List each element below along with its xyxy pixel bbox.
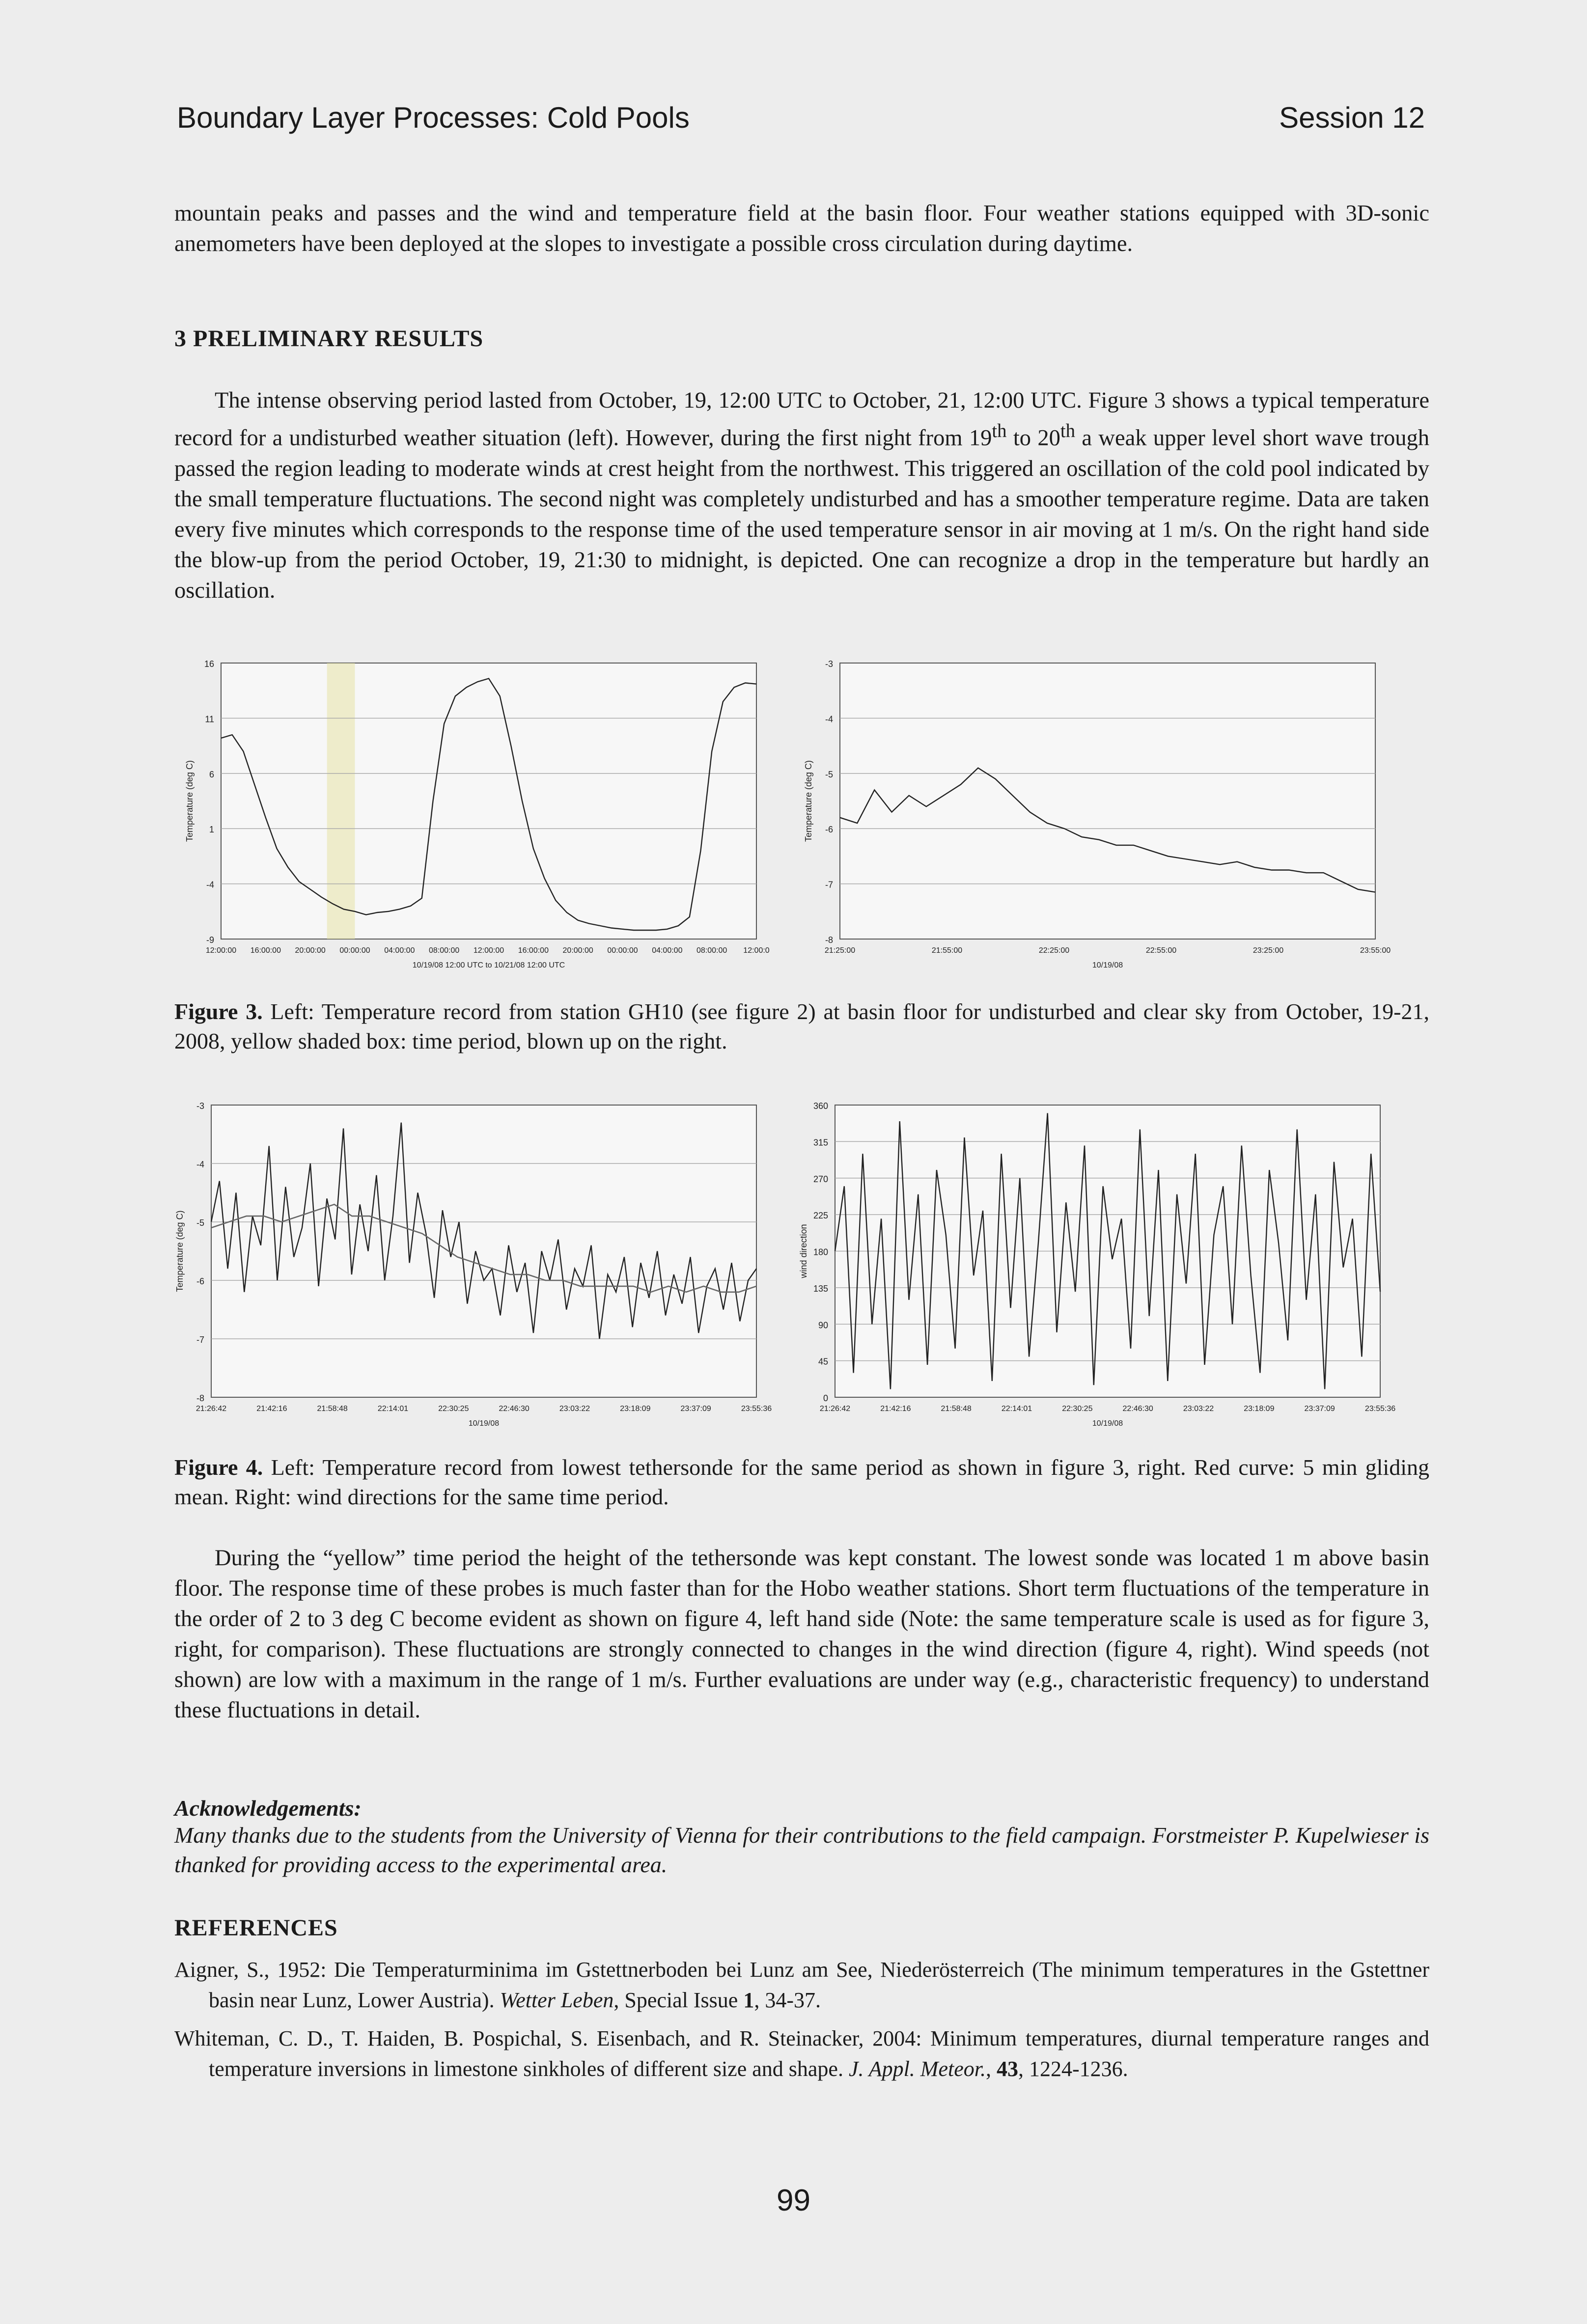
x-tick-label: 21:25:00 (824, 946, 856, 955)
ref2-volume: 43 (996, 2057, 1018, 2081)
x-tick-label: 21:42:16 (880, 1405, 911, 1413)
x-tick-label: 22:14:01 (1001, 1405, 1032, 1413)
x-tick-label: 23:03:22 (559, 1405, 590, 1413)
y-tick-label: -6 (825, 825, 833, 835)
reference-whiteman (174, 2023, 1429, 2084)
ref1-volume: 1 (743, 1988, 754, 2012)
y-tick-label: -5 (825, 769, 833, 779)
y-tick-label: -4 (206, 880, 214, 890)
x-tick-label: 23:03:22 (1183, 1405, 1214, 1413)
x-tick-label: 21:26:42 (819, 1405, 851, 1413)
acknowledgements-title: Acknowledgements: (174, 1796, 362, 1821)
x-tick-label: 23:55:36 (741, 1405, 772, 1413)
fig4-left-svg (162, 1095, 772, 1444)
x-tick-label: 22:46:30 (499, 1405, 529, 1413)
y-tick-label: -3 (825, 659, 833, 669)
para1-part-b: to 20 (1006, 425, 1060, 451)
x-tick-label: 21:58:48 (941, 1405, 972, 1413)
ref1-text-a: Aigner, S., 1952: Die Temperaturminima im Gstettnerboden bei Lunz am See, Niederösterreich (The minimum temperatures in the Gstettner basin near Lunz, Lower Austria). (174, 1958, 1429, 2012)
ref1-journal: Wetter Leben (500, 1988, 614, 2012)
figure-4-caption (174, 1453, 1429, 1512)
x-tick-label: 20:00:00 (562, 946, 593, 955)
ref2-text-c: , 1224-1236. (1018, 2057, 1128, 2081)
y-tick-label: 225 (813, 1211, 828, 1221)
para1-part-a: The intense observing period lasted from October, 19, 12:00 UTC to October, 21, 12:00 UTC. Figure 3 shows a typical temperature record for a undisturbed weather situation (left). However, during the first night from 19 (174, 388, 1429, 451)
y-tick-label: 360 (813, 1101, 828, 1111)
fig4-caption-label: Figure 4. (174, 1455, 263, 1480)
x-tick-label: 23:18:09 (620, 1405, 651, 1413)
y-tick-label: 135 (813, 1283, 828, 1294)
fig4-right-svg (786, 1095, 1396, 1444)
x-tick-label: 23:25:00 (1253, 946, 1284, 955)
para1-sup-2: th (1060, 420, 1076, 442)
ref2-journal: J. Appl. Meteor. (848, 2057, 986, 2081)
x-axis-label: 10/19/08 (1092, 961, 1123, 969)
x-tick-label: 12:00:00 (205, 946, 237, 955)
y-tick-label: -8 (196, 1393, 204, 1403)
x-tick-label: 08:00:00 (696, 946, 727, 955)
running-header (177, 101, 1425, 140)
header-session-title: Boundary Layer Processes: Cold Pools (177, 101, 690, 134)
y-tick-label: 1 (209, 825, 214, 835)
y-tick-label: -3 (196, 1101, 204, 1111)
x-tick-label: 16:00:00 (250, 946, 281, 955)
y-axis-label: wind direction (799, 1224, 808, 1278)
ref2-text-a: Whiteman, C. D., T. Haiden, B. Pospichal, S. Eisenbach, and R. Steinacker, 2004: Minimum temperatures, diurnal temperature ranges and temperature inversions in limestone sinkholes of different size and shape. (174, 2026, 1429, 2081)
results-paragraph-2 (174, 1543, 1429, 1726)
x-axis-label: 10/19/08 (468, 1419, 500, 1428)
x-tick-label: 22:55:00 (1145, 946, 1177, 955)
figure-3-caption (174, 997, 1429, 1056)
y-tick-label: -4 (825, 714, 833, 724)
x-tick-label: 22:14:01 (377, 1405, 409, 1413)
reference-aigner (174, 1955, 1429, 2016)
x-axis-label: 10/19/08 (1092, 1419, 1123, 1428)
y-axis-label: Temperature (deg C) (804, 760, 813, 842)
x-tick-label: 04:00:00 (384, 946, 415, 955)
figure-4-left-chart (162, 1095, 772, 1444)
results-paragraph-1 (174, 386, 1429, 606)
x-tick-label: 22:30:25 (438, 1405, 469, 1413)
fig3-left-svg (177, 649, 770, 993)
ref1-text-b: , Special Issue (613, 1988, 744, 2012)
para1-part-c: a weak upper level short wave trough passed the region leading to moderate winds at crest height from the northwest. This triggered an oscillation of the cold pool indicated by the small temperature fluctuations. The second night was completely undisturbed and has a smoother temperature regime. Data are taken every five minutes which corresponds to the response time of the used temperature sensor in air moving at 1 m/s. On the right hand side the blow-up from the period October, 19, 21:30 to midnight, is depicted. One can recognize a drop in the temperature but hardly an oscillation. (174, 425, 1429, 603)
fig3-right-svg (796, 649, 1391, 993)
ref2-text-b: , (985, 2057, 997, 2081)
figure-4-right-chart (786, 1095, 1396, 1444)
highlight-box (327, 663, 355, 939)
y-tick-label: 180 (813, 1247, 828, 1257)
plot-area (840, 663, 1375, 939)
fig3-caption-text: Left: Temperature record from station GH10 (see figure 2) at basin floor for undisturbed and clear sky from October, 19-21, 2008, yellow shaded box: time period, blown up on the right. (174, 999, 1429, 1053)
y-tick-label: 0 (823, 1393, 828, 1403)
x-tick-label: 22:46:30 (1122, 1405, 1153, 1413)
x-tick-label: 21:55:00 (931, 946, 963, 955)
x-tick-label: 23:37:09 (680, 1405, 711, 1413)
intro-text: mountain peaks and passes and the wind and temperature field at the basin floor. Four weather stations equipped with 3D-sonic anemometers have been deployed at the slopes to investigate a possible cross circulation during daytime. (174, 201, 1429, 256)
acknowledgements-text: Many thanks due to the students from the University of Vienna for their contributions to the field campaign. Forstmeister P. Kupelwieser is thanked for providing access to the experimental area. (174, 1823, 1429, 1877)
para2-text: During the “yellow” time period the height of the tethersonde was kept constant. The lowest sonde was located 1 m above basin floor. The response time of these probes is much faster than for the Hobo weather stations. Short term fluctuations of the temperature in the order of 2 to 3 deg C become evident as shown on figure 4, left hand side (Note: the same temperature scale is used as for figure 3, right, for comparison). These fluctuations are strongly connected to changes in the wind direction (figure 4, right). Wind speeds (not shown) are low with a maximum in the range of 1 m/s. Further evaluations are under way (e.g., characteristic frequency) to understand these fluctuations in detail. (174, 1546, 1429, 1723)
plot-area (221, 663, 756, 939)
x-tick-label: 22:30:25 (1062, 1405, 1093, 1413)
x-tick-label: 08:00:00 (429, 946, 460, 955)
y-tick-label: 90 (818, 1320, 828, 1330)
x-tick-label: 23:55:36 (1364, 1405, 1396, 1413)
y-tick-label: -7 (196, 1335, 204, 1345)
x-tick-label: 12:00:0 (743, 946, 770, 955)
x-tick-label: 23:37:09 (1304, 1405, 1335, 1413)
y-tick-label: 45 (818, 1356, 828, 1367)
x-tick-label: 20:00:00 (295, 946, 326, 955)
references-heading: REFERENCES (174, 1915, 338, 1941)
y-tick-label: 11 (205, 714, 214, 724)
x-tick-label: 00:00:00 (607, 946, 638, 955)
intro-paragraph (174, 198, 1429, 259)
y-tick-label: -7 (825, 880, 833, 890)
x-tick-label: 04:00:00 (652, 946, 683, 955)
x-tick-label: 00:00:00 (339, 946, 370, 955)
x-axis-label: 10/19/08 12:00 UTC to 10/21/08 12:00 UTC (412, 961, 565, 969)
fig4-caption-text: Left: Temperature record from lowest tethersonde for the same period as shown in figure 3, right. Red curve: 5 min gliding mean. Right: wind directions for the same time period. (174, 1455, 1429, 1509)
para1-sup-1: th (992, 420, 1007, 442)
y-tick-label: -6 (196, 1276, 204, 1286)
y-axis-label: Temperature (deg C) (175, 1210, 185, 1292)
x-tick-label: 22:25:00 (1038, 946, 1070, 955)
fig3-caption-label: Figure 3. (174, 999, 263, 1024)
y-tick-label: -8 (825, 935, 833, 945)
x-tick-label: 23:18:09 (1244, 1405, 1275, 1413)
section-heading: 3 PRELIMINARY RESULTS (174, 326, 484, 352)
figure-3-left-chart (177, 649, 770, 993)
ref1-text-c: , 34-37. (754, 1988, 821, 2012)
figure-3-right-chart (796, 649, 1391, 993)
y-tick-label: 315 (813, 1137, 828, 1148)
y-tick-label: -5 (196, 1218, 204, 1228)
x-tick-label: 21:42:16 (256, 1405, 287, 1413)
y-axis-label: Temperature (deg C) (185, 760, 195, 842)
y-tick-label: -4 (196, 1160, 204, 1169)
x-tick-label: 12:00:00 (473, 946, 504, 955)
y-tick-label: 6 (209, 769, 214, 779)
x-tick-label: 16:00:00 (518, 946, 549, 955)
x-tick-label: 23:55:00 (1360, 946, 1391, 955)
y-tick-label: -9 (206, 935, 214, 945)
y-tick-label: 16 (204, 659, 214, 669)
y-tick-label: 270 (813, 1174, 828, 1184)
header-session-number: Session 12 (1279, 101, 1425, 134)
x-tick-label: 21:58:48 (317, 1405, 348, 1413)
x-tick-label: 21:26:42 (195, 1405, 227, 1413)
page-number: 99 (777, 2184, 810, 2217)
